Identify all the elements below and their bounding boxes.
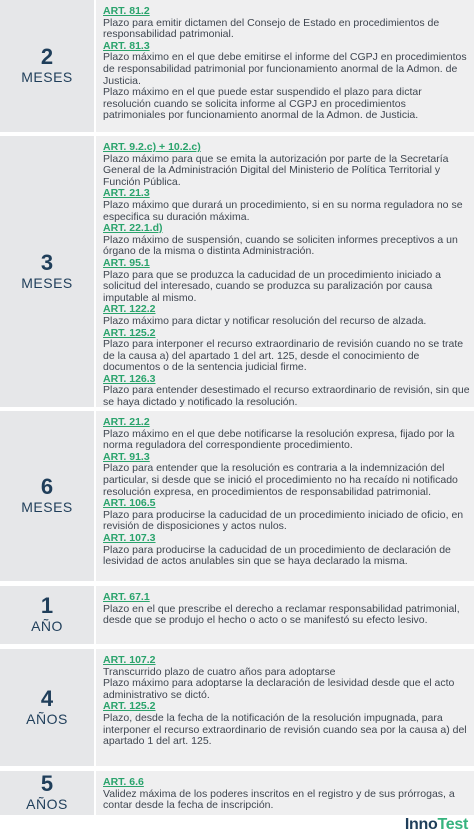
- article-link[interactable]: ART. 67.1: [103, 591, 150, 603]
- period-number: 3: [40, 249, 54, 275]
- innotest-logo: [405, 816, 468, 834]
- period-cell: [0, 586, 94, 644]
- articles-cell: [94, 771, 474, 815]
- articles-cell: [94, 0, 474, 132]
- article-description: Plazo para que se produzca la caducidad de un procedimiento iniciado a solicitud del interesado, cuando se produzca su paralización por causa imputable al mismo.: [103, 268, 441, 304]
- articles-cell: [94, 586, 474, 644]
- article-description: Plazo en el que prescribe el derecho a reclamar responsabilidad patrimonial, desde que se produjo el hecho o acto o se manifestó su efecto lesivo.: [103, 602, 460, 627]
- article-description: Plazo para entender desestimado el recurso extraordinario de revisión, sin que se haya dictado y notificado la resolución.: [103, 384, 470, 409]
- period-unit: AÑOS: [26, 796, 68, 812]
- article-description: Plazo máximo en el que debe notificarse la resolución expresa, fijado por la norma reguladora del correspondiente procedimiento.: [103, 427, 455, 452]
- period-unit: MESES: [21, 274, 73, 291]
- articles-cell: [94, 649, 474, 766]
- articles-cell: [94, 136, 474, 407]
- article-link[interactable]: ART. 22.1.d): [103, 222, 163, 235]
- period-number: 1: [40, 593, 54, 618]
- period-cell: [0, 771, 94, 815]
- period-number: 2: [40, 44, 54, 69]
- article-link[interactable]: ART. 126.3: [103, 372, 156, 385]
- article-link[interactable]: ART. 122.2: [103, 303, 156, 316]
- period-unit: MESES: [21, 499, 73, 515]
- article-description: Plazo para entender que la resolución es contraria a la indemnización del particular, si desde que se inició el procedimiento no ha recaído ni notificado resolución expresa, en procedimientos de responsabilidad patrimonial.: [103, 462, 458, 498]
- article-link[interactable]: ART. 95.1: [103, 256, 150, 269]
- article-description: Plazo para producirse la caducidad de un procedimiento de declaración de lesividad de actos anulables sin que se haya declarado la misma.: [103, 543, 451, 568]
- period-unit: AÑOS: [26, 710, 68, 727]
- period-row-2-meses: [0, 0, 474, 132]
- period-cell: [0, 649, 94, 766]
- period-row-3-meses: [0, 136, 474, 407]
- period-unit: MESES: [21, 69, 73, 85]
- article-link[interactable]: ART. 81.2: [103, 5, 150, 17]
- article-description: Plazo máximo para que se emita la autorización por parte de la Secretaría General de la Administración Digital del Ministerio de Política Territorial y Función Pública.: [103, 152, 449, 188]
- article-description: Plazo para emitir dictamen del Consejo de Estado en procedimientos de responsabilidad patrimonial.: [103, 16, 440, 41]
- article-description: Transcurrido plazo de cuatro años para adoptarse Plazo máximo para adoptarse la declaración de lesividad desde que el acto administrativo se dictó.: [103, 665, 455, 701]
- article-description: Plazo para producirse la caducidad de un procedimiento iniciado de oficio, en revisión de disposiciones y actos nulos.: [103, 508, 464, 533]
- period-row-1-ano: [0, 586, 474, 644]
- article-link[interactable]: ART. 21.3: [103, 187, 150, 200]
- period-cell: [0, 0, 94, 132]
- article-link[interactable]: ART. 6.6: [103, 776, 144, 788]
- period-cell: [0, 411, 94, 581]
- article-link[interactable]: ART. 9.2.c) + 10.2.c): [103, 141, 201, 153]
- article-link[interactable]: ART. 125.2: [103, 700, 156, 713]
- article-description: Validez máxima de los poderes inscritos en el registro y de sus prórrogas, a contar desde la fecha de inscripción.: [103, 787, 455, 812]
- article-link[interactable]: ART. 107.2: [103, 654, 156, 666]
- period-row-4-anos: [0, 649, 474, 766]
- article-description: Plazo máximo que durará un procedimiento, si en su norma reguladora no se especifica su duración máxima.: [103, 198, 463, 223]
- article-link[interactable]: ART. 81.3: [103, 39, 150, 52]
- period-cell: [0, 136, 94, 407]
- article-link[interactable]: ART. 21.2: [103, 416, 150, 428]
- article-link[interactable]: ART. 125.2: [103, 326, 156, 339]
- article-description: Plazo máximo para dictar y notificar resolución del recurso de alzada.: [103, 314, 427, 327]
- period-number: 6: [40, 474, 54, 499]
- articles-cell: [94, 411, 474, 581]
- period-unit: AÑO: [31, 618, 63, 634]
- article-description: Plazo máximo en el que debe emitirse el informe del CGPJ en procedimientos de responsabilidad patrimonial por funcionamiento anormal de la Admon. de Justicia. Plazo máximo en el que puede estar suspendido el plazo para dictar resolución cuando se solicita informe al CGPJ en procedimientos patrimoniales por funcionamiento anormal de la Admon. de Justicia.: [103, 51, 467, 122]
- brand-name-part2: Test: [437, 816, 468, 833]
- article-description: Plazo para interponer el recurso extraordinario de revisión cuando no se trate de la causa a) del apartado 1 del art. 125, desde el conocimiento de documentos o de la sentencia judicial firme.: [103, 338, 464, 374]
- article-link[interactable]: ART. 106.5: [103, 497, 156, 510]
- period-row-5-anos: [0, 771, 474, 815]
- article-description: Plazo, desde la fecha de la notificación de la resolución impugnada, para interponer el recurso extraordinario de revisión cuando sea por la causa a) del apartado 1 del art. 125.: [103, 711, 467, 748]
- brand-name-part1: Inno: [404, 816, 438, 833]
- article-link[interactable]: ART. 107.3: [103, 531, 156, 544]
- article-link[interactable]: ART. 91.3: [103, 450, 150, 463]
- article-description: Plazo máximo de suspensión, cuando se soliciten informes preceptivos a un órgano de la misma o distinta Administración.: [103, 233, 458, 258]
- period-number: 5: [40, 771, 54, 796]
- period-row-6-meses: [0, 411, 474, 581]
- period-number: 4: [40, 685, 54, 711]
